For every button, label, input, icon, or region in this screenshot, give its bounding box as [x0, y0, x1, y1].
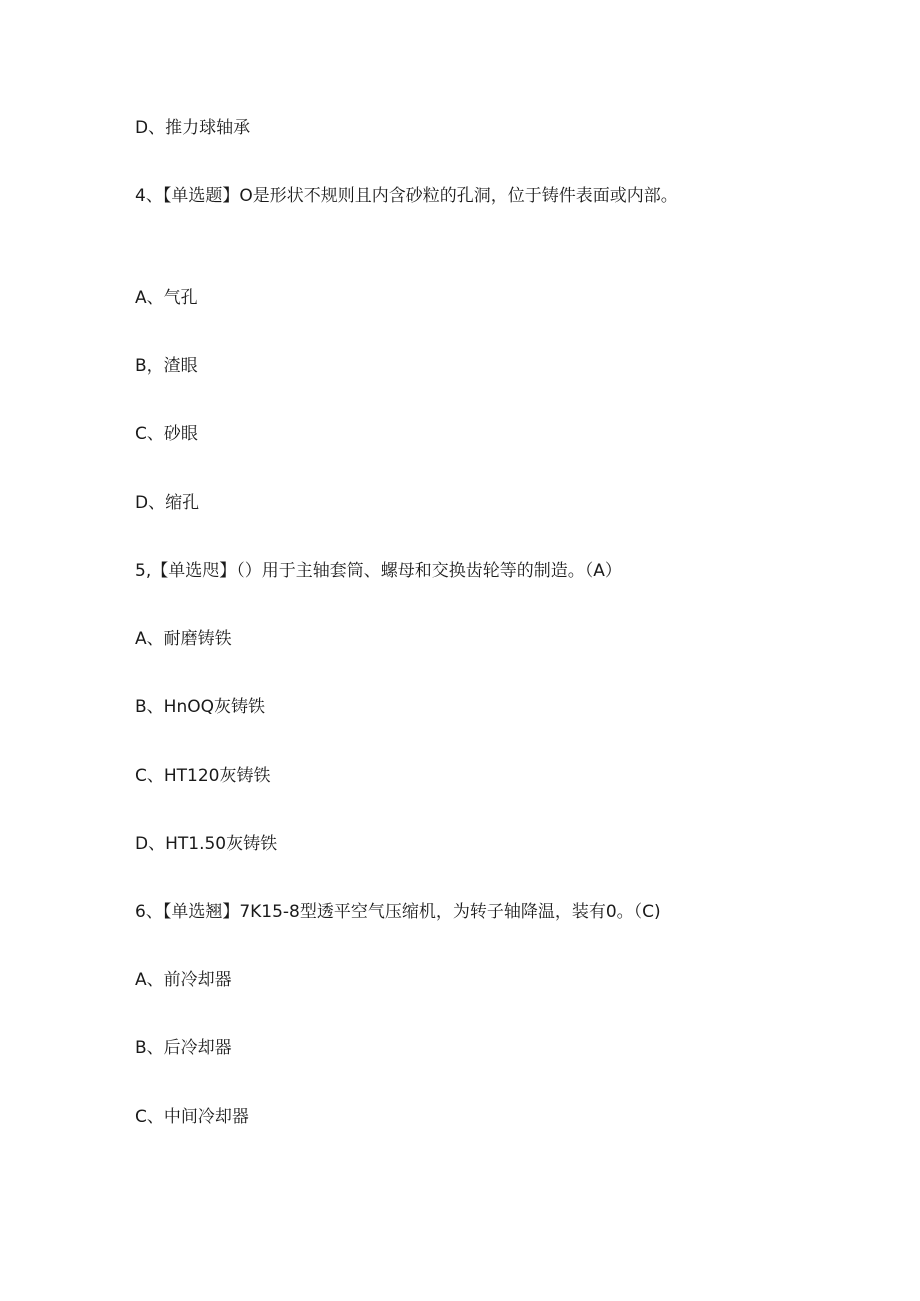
option-b-q5: B、HnOQ灰铸铁	[135, 697, 265, 717]
option-a-q5: A、耐磨铸铁	[135, 629, 232, 649]
option-c-q4: C、砂眼	[135, 424, 198, 444]
question-6: 6、【单选翘】7K15-8型透平空气压缩机，为转子轴降温，装有0。（C)	[135, 902, 661, 922]
option-d-q3: D、推力球轴承	[135, 118, 251, 138]
option-c-q5: C、HT120灰铸铁	[135, 766, 271, 786]
option-d-q5: D、HT1.50灰铸铁	[135, 834, 278, 854]
option-b-q4: B，渣眼	[135, 356, 198, 376]
question-5: 5,【单选咫】（）用于主轴套筒、螺母和交换齿轮等的制造。（A）	[135, 561, 622, 581]
option-a-q4: A、气孔	[135, 288, 198, 308]
option-d-q4: D、缩孔	[135, 493, 200, 513]
option-a-q6: A、前冷却器	[135, 970, 232, 990]
option-c-q6: C、中间冷却器	[135, 1107, 249, 1127]
option-b-q6: B、后冷却器	[135, 1038, 232, 1058]
question-4: 4、【单选题】O是形状不规则且内含砂粒的孔洞，位于铸件表面或内部。	[135, 186, 678, 206]
